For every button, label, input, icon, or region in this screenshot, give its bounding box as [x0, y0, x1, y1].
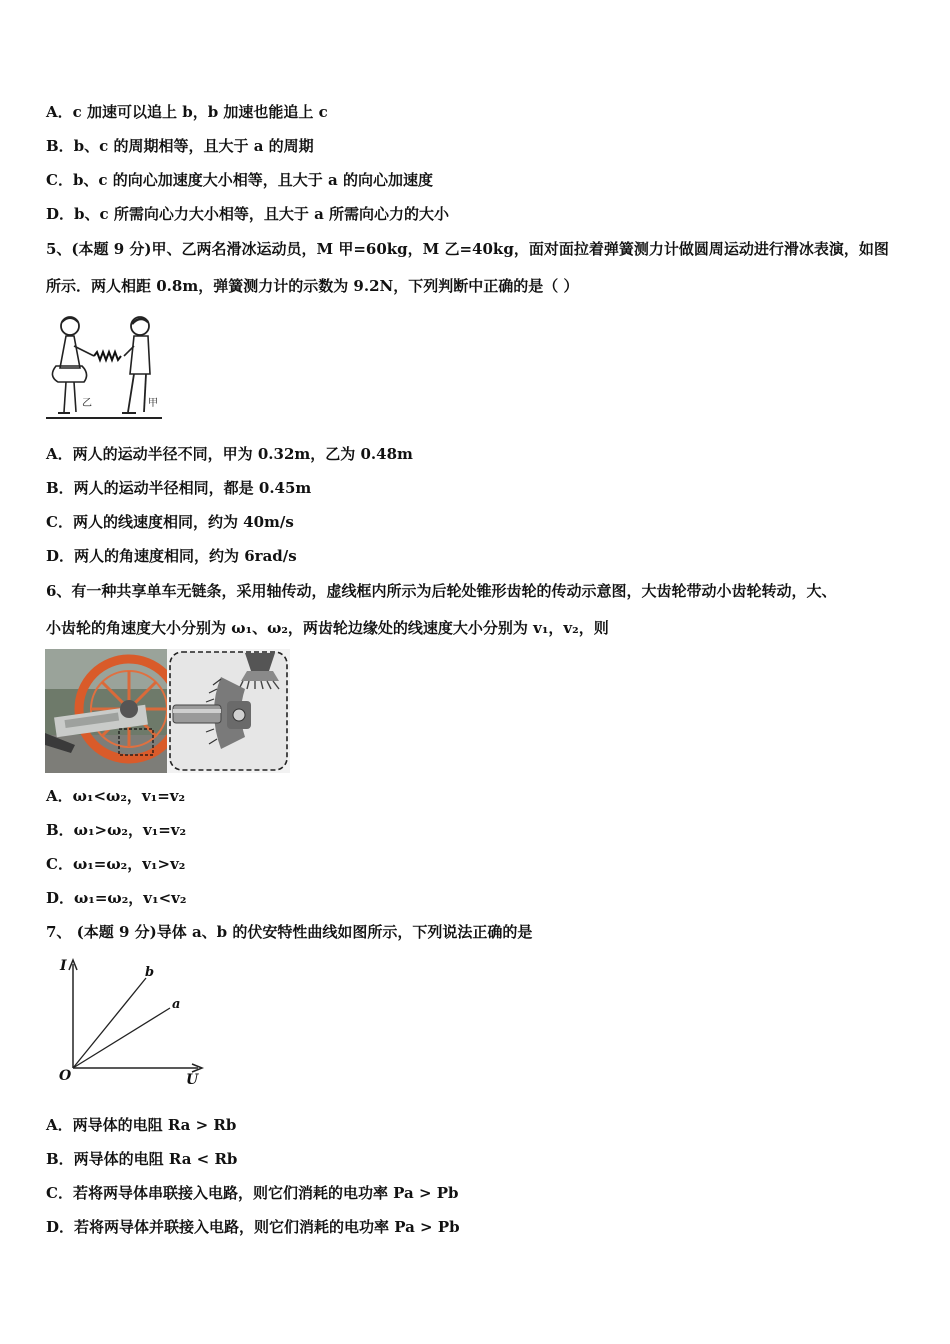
q5-option-d: D．两人的角速度相同，约为 6rad/s — [46, 547, 297, 565]
iu-graph — [52, 954, 212, 1090]
q5-stem-line1: 5、(本题 9 分)甲、乙两名滑冰运动员，M 甲=60kg，M 乙=40kg，面对面拉着弹簧测力计做圆周运动进行滑冰表演，如图 — [46, 240, 889, 258]
fig-label-yi: 乙 — [82, 398, 92, 409]
y-axis-label: I — [60, 958, 67, 974]
q6-option-b: B．ω₁>ω₂，v₁=v₂ — [46, 821, 187, 839]
q5-option-c: C．两人的线速度相同，约为 40m/s — [46, 513, 294, 531]
q7-option-d: D．若将两导体并联接入电路，则它们消耗的电功率 Pa > Pb — [46, 1218, 460, 1236]
q4-option-d: D．b、c 所需向心力大小相等，且大于 a 所需向心力的大小 — [46, 205, 450, 223]
fig-label-jia: 甲 — [148, 398, 158, 409]
q6-option-c: C．ω₁=ω₂，v₁>v₂ — [46, 855, 186, 873]
q7-option-c: C．若将两导体串联接入电路，则它们消耗的电功率 Pa > Pb — [46, 1184, 459, 1202]
q4-option-b: B．b、c 的周期相等，且大于 a 的周期 — [46, 137, 314, 155]
q5-stem-line2: 所示．两人相距 0.8m，弹簧测力计的示数为 9.2N，下列判断中正确的是（ ） — [46, 277, 579, 295]
line-a-label: a — [172, 997, 181, 1012]
skaters-figure — [44, 312, 164, 422]
x-axis-label: U — [186, 1072, 199, 1088]
bevel-gear-diagram — [167, 649, 290, 773]
q6-stem-line2: 小齿轮的角速度大小分别为 ω₁、ω₂，两齿轮边缘处的线速度大小分别为 v₁，v₂，则 — [46, 619, 609, 637]
bike-photo — [45, 649, 167, 773]
q6-stem-line1: 6、有一种共享单车无链条，采用轴传动，虚线框内所示为后轮处锥形齿轮的传动示意图，大齿轮带动小齿轮转动，大、 — [46, 582, 837, 600]
q7-option-b: B．两导体的电阻 Ra < Rb — [46, 1150, 238, 1168]
q5-option-b: B．两人的运动半径相同，都是 0.45m — [46, 479, 312, 497]
origin-label: O — [59, 1068, 72, 1084]
q4-option-a: A．c 加速可以追上 b，b 加速也能追上 c — [46, 103, 328, 121]
q7-stem: 7、 (本题 9 分)导体 a、b 的伏安特性曲线如图所示，下列说法正确的是 — [46, 923, 533, 941]
q6-option-a: A．ω₁<ω₂，v₁=v₂ — [46, 787, 186, 805]
q7-option-a: A．两导体的电阻 Ra > Rb — [46, 1116, 237, 1134]
line-b-label: b — [145, 965, 155, 980]
q5-option-a: A．两人的运动半径不同，甲为 0.32m，乙为 0.48m — [46, 445, 413, 463]
q6-option-d: D．ω₁=ω₂，v₁<v₂ — [46, 889, 187, 907]
q4-option-c: C．b、c 的向心加速度大小相等，且大于 a 的向心加速度 — [46, 171, 433, 189]
